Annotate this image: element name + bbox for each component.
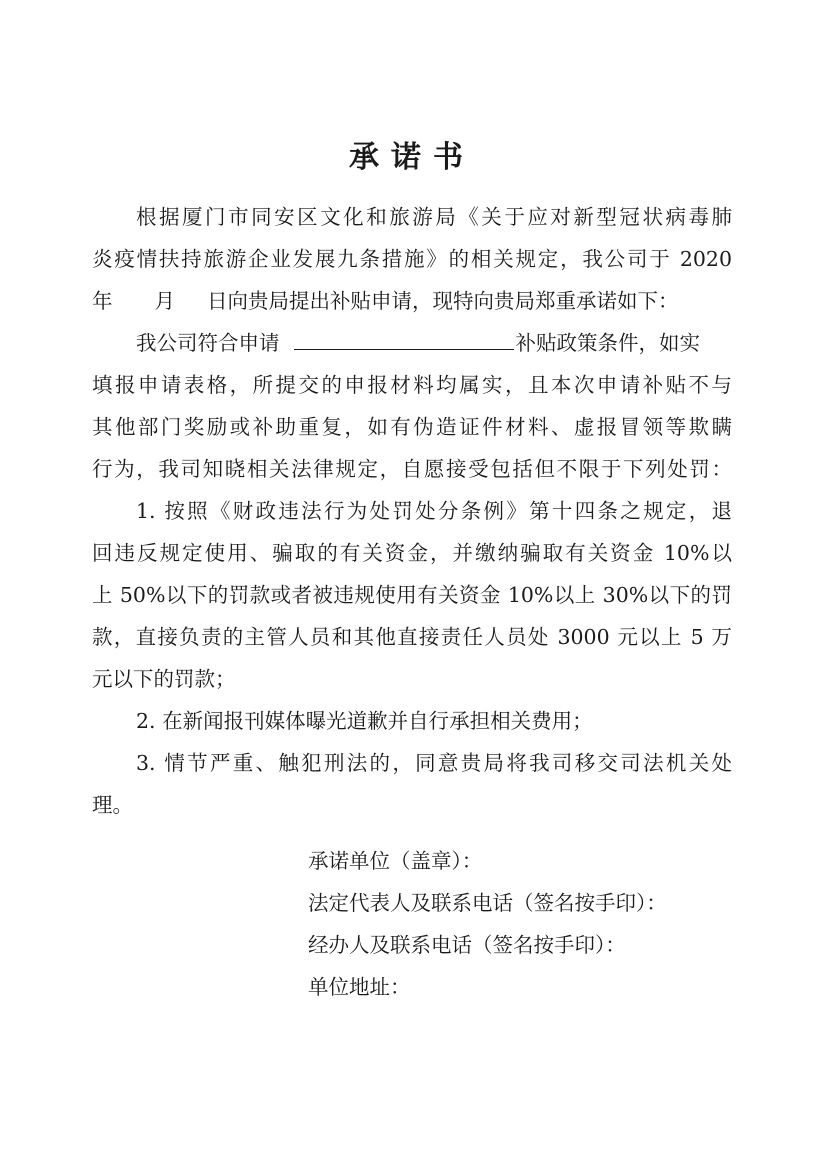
- item2-line: 2. 在新闻报刊媒体曝光道歉并自行承担相关费用；: [136, 709, 593, 733]
- commitment-line-2: 填报申请表格，所提交的申报材料均属实，且本次申请补贴不与: [92, 373, 732, 397]
- item3-line-2: 理。: [92, 793, 133, 817]
- item3-line-1: 3. 情节严重、触犯刑法的，同意贵局将我司移交司法机关处: [136, 751, 732, 775]
- commitment-line-3: 其他部门奖励或补助重复，如有伪造证件材料、虚报冒领等欺瞒: [92, 415, 732, 439]
- intro-line-3: [92, 286, 732, 316]
- item1-line-1: 1. 按照《财政违法行为处罚处分条例》第十四条之规定，退: [136, 499, 732, 523]
- commitment-line-1: [136, 328, 732, 358]
- intro-year: 年: [92, 289, 113, 313]
- intro-line-2: 炎疫情扶持旅游企业发展九条措施》的相关规定，我公司于 2020: [92, 247, 732, 271]
- intro-month: 月: [154, 289, 175, 313]
- subsidy-name-blank[interactable]: [294, 331, 514, 350]
- signature-legal-rep: 法定代表人及联系电话（签名按手印）：: [308, 891, 667, 915]
- intro-line-1: 根据厦门市同安区文化和旅游局《关于应对新型冠状病毒肺: [136, 205, 732, 229]
- signature-unit: 承诺单位（盖章）：: [308, 849, 483, 873]
- scan-mark: [688, 0, 728, 3]
- item1-line-2: 回违反规定使用、骗取的有关资金，并缴纳骗取有关资金 10%以: [92, 541, 732, 565]
- commitment-text-a: 我公司符合申请: [136, 331, 280, 355]
- item1-line-3: 上 50%以下的罚款或者被违规使用有关资金 10%以上 30%以下的罚: [92, 583, 732, 607]
- commitment-text-b: 补贴政策条件，如实: [515, 331, 700, 355]
- commitment-line-4: 行为，我司知晓相关法律规定，自愿接受包括但不限于下列处罚：: [92, 457, 732, 481]
- item1-line-5: 元以下的罚款；: [92, 667, 236, 691]
- item1-line-4: 款，直接负责的主管人员和其他直接责任人员处 3000 元以上 5 万: [92, 625, 732, 649]
- document-title: 承诺书: [349, 140, 475, 175]
- signature-handler: 经办人及联系电话（签名按手印）：: [308, 933, 626, 957]
- intro-rest: 日向贵局提出补贴申请，现特向贵局郑重承诺如下：: [207, 289, 679, 313]
- signature-address: 单位地址：: [308, 975, 411, 999]
